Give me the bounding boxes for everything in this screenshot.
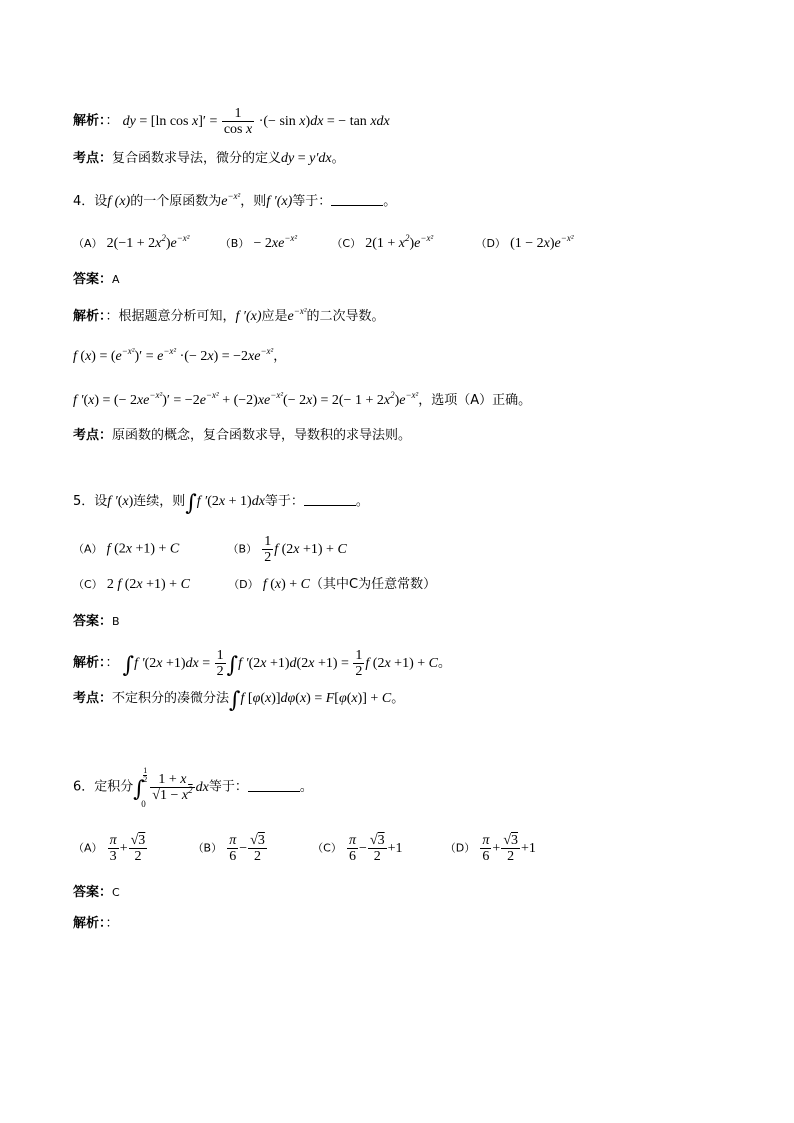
q4-analysis-exp: $e^{-x^2}$ [287,306,307,324]
q4-suffix: 等于： [292,194,332,209]
analysis-label: 解析： [73,655,106,671]
q4-analysis-text1: ：根据题意分析可知， [105,309,236,324]
point-label: 考点： [73,428,113,443]
answer-blank [248,779,300,792]
q6-end: 。 [299,779,313,795]
option-c-label: （C） [331,237,362,250]
option-d-label: （D） [475,237,506,250]
option-a: f (2x +1) + C [106,541,180,557]
analysis-label: 解析： [73,916,106,931]
q5-question [73,491,369,516]
q4-derivation-1 [73,348,286,366]
option-c: $\frac{\pi}{6}$ − $\frac{√3}{2}$ +1 [348,833,403,864]
q3-point-line [73,150,345,168]
q5-mid: 连续，则 [133,494,186,509]
q6-options [73,833,536,864]
q5-analysis [73,648,451,679]
q4-exp: $e^{-x^2}$ [221,191,241,209]
q4-prefix: 4．设 [73,194,108,209]
option-d-label: （D） [228,578,259,591]
q4-derivation-tail: ，选项（A）正确。 [418,393,532,408]
option-a: $2(-1 + 2x^2)e^{-x^2}$ [106,233,190,251]
q5-prefix: 5．设 [73,494,108,509]
q6-question [73,765,313,809]
q5-point-formula: ∫f [φ(x)]dφ(x) = F[φ(x)] + C [229,688,392,713]
option-d-label: （D） [444,841,476,855]
option-b: $\frac{\pi}{6}$ − $\frac{√3}{2}$ [229,833,265,864]
q6-prefix: 6．定积分 [73,779,134,795]
q4-fp: f ′(x) [266,194,293,209]
option-a-label: （A） [73,237,103,250]
q4-mid2: ，则 [240,194,267,209]
q3-analysis-line [73,106,390,137]
comma: ， [273,349,287,364]
analysis-label: 解析： [73,113,106,129]
q5-point-text: 不定积分的凑微分法 [112,691,230,706]
q4-formula-1: f $(x) = (e^{-x^2})' = e^{-x^2}$ ·(− $2x) = -2xe^{-x^2}$ [73,346,274,364]
q5-end: 。 [355,494,369,509]
point-label: 考点： [73,151,113,166]
q4-mid: 的一个原函数为 [130,194,222,209]
option-a-label: （A） [73,542,103,556]
q4-f: f (x) [107,194,131,209]
q4-question [73,193,396,211]
q5-suffix: 等于： [264,494,304,509]
answer-value: B [112,615,120,628]
q5-analysis-formula: ∫f ′(2x +1)dx = $\frac{1}{2}$ ∫f ′(2x +1)d(2x +1) = $\frac{1}{2}$ f (2x +1) + C [122,648,438,679]
analysis-label: 解析： [73,309,106,324]
analysis-colon: ： [105,655,119,671]
q5-options-row1 [73,534,347,565]
q4-analysis-text2: 应是 [261,309,288,324]
q4-analysis-text3: 的二次导数。 [306,309,385,324]
q4-point-text: 原函数的概念，复合函数求导，导数积的求导法则。 [112,428,412,443]
option-c: 2 f (2x +1) + C [106,577,190,592]
answer-value: A [112,273,120,286]
option-d: $(1 - 2x)e^{-x^2}$ [510,233,574,251]
period: 。 [437,655,451,671]
q4-analysis-fp: f ′(x) [235,309,262,324]
option-b: − $2xe^{-x^2}$ [253,233,298,251]
q6-answer [73,884,120,902]
q3-point-text: 复合函数求导法，微分的定义dy = y′dx。 [112,151,345,166]
q5-options-row2 [73,576,436,594]
period: 。 [391,691,405,706]
q4-point [73,427,411,445]
option-b-label: （B） [227,542,258,556]
q6-integral: ∫ 1 2 0 $\frac{1 + x}{√1 - x^2}$ dx [133,765,209,809]
q6-suffix: 等于： [208,779,248,795]
q4-derivation-2 [73,392,531,410]
q6-analysis [73,915,119,933]
q6-analysis-text: ： [105,916,119,931]
q4-options [73,235,574,253]
option-c-label: （C） [312,841,342,855]
option-a: $\frac{\pi}{3}$ + $\frac{√3}{2}$ [109,833,146,864]
option-c: $2(1 + x^2)e^{-x^2}$ [365,233,434,251]
option-b-label: （B） [219,237,250,250]
option-d: $\frac{\pi}{6}$ + $\frac{√3}{2}$ +1 [482,833,536,864]
analysis-colon: ： [105,113,119,129]
option-d: f (x) + C [262,577,310,592]
q4-end: 。 [383,194,397,209]
answer-label: 答案： [73,614,113,629]
q5-point [73,688,405,713]
option-b: $\frac{1}{2}$ f (2x +1) + C [264,534,347,565]
answer-value: C [112,886,120,899]
option-c-label: （C） [73,578,103,591]
q3-derivative-formula: dy = [ln cos x]′ = $\frac{1}{\text{cos x}}$ ·(− sin x)dx = − tan xdx [122,106,390,137]
q4-answer [73,271,120,289]
answer-label: 答案： [73,885,113,900]
option-a-label: （A） [73,841,103,855]
answer-label: 答案： [73,272,113,287]
q5-integral: ∫f ′(2x + 1)dx [185,491,265,516]
answer-blank [331,193,383,206]
answer-blank [304,493,356,506]
q4-analysis [73,308,385,326]
q5-answer [73,613,120,631]
q5-fp: f ′(x) [107,494,134,509]
option-b-label: （B） [192,841,223,855]
q4-formula-2: f ′(x) = (− $2xe^{-x^2})' = -2e^{-x^2} + (-2)xe^{-x^2}(- 2x) = 2(- 1 + 2x^2)e^{-x^2}$ [73,390,419,408]
point-label: 考点： [73,691,113,706]
option-d-note: （其中C为任意常数） [310,577,437,592]
